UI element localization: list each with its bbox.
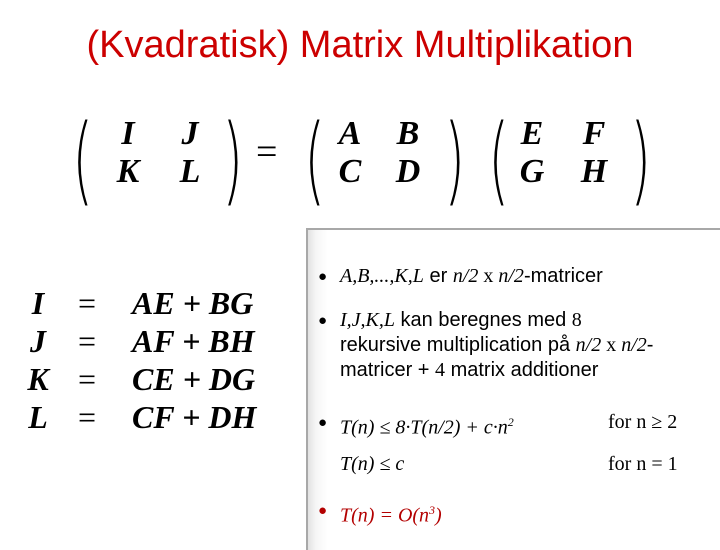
matrix-cell: B bbox=[396, 115, 420, 152]
equation-lhs: K bbox=[27, 361, 49, 397]
bullet-dot: ● bbox=[318, 414, 328, 431]
equation-equals: = bbox=[78, 399, 97, 435]
matrix-cell: D bbox=[395, 153, 421, 190]
matrix-cell: H bbox=[580, 153, 608, 190]
slide-title: (Kvadratisk) Matrix Multiplikation bbox=[86, 24, 634, 66]
equation-rhs: AE + BG bbox=[132, 285, 254, 321]
matrix-cell: F bbox=[582, 115, 606, 152]
equation-equals: = bbox=[78, 361, 97, 397]
matrix-cell: E bbox=[520, 115, 544, 152]
left-paren: ( bbox=[488, 104, 510, 216]
bullet-dot: ● bbox=[318, 268, 328, 285]
bullet-dot: ● bbox=[318, 312, 328, 329]
matrix-cell: K bbox=[116, 153, 140, 190]
recurrence-line-2: T(n) ≤ c bbox=[340, 453, 405, 475]
equation-lhs: J bbox=[30, 323, 46, 359]
right-paren: ) bbox=[444, 104, 466, 216]
bullet-2-line-3: matricer + 4 matrix additioner bbox=[340, 359, 599, 381]
recurrence-condition-1: for n ≥ 2 bbox=[608, 411, 678, 433]
equals-sign: = bbox=[256, 131, 278, 173]
equation-lhs: I bbox=[31, 285, 45, 321]
bullet-box bbox=[306, 228, 720, 550]
equation-equals: = bbox=[78, 285, 97, 321]
left-paren: ( bbox=[304, 104, 326, 216]
matrix-cell: G bbox=[519, 153, 545, 190]
equation-rhs: CF + DH bbox=[132, 399, 257, 435]
equation-rhs: CE + DG bbox=[132, 361, 256, 397]
right-paren: ) bbox=[222, 104, 244, 216]
right-paren: ) bbox=[630, 104, 652, 216]
matrix-cell: C bbox=[338, 153, 362, 190]
matrix-cell: A bbox=[338, 115, 362, 152]
matrix-cell: L bbox=[179, 153, 201, 190]
matrix-cell: J bbox=[181, 115, 199, 152]
conclusion: $T(n) = O(n^3)$ bbox=[340, 503, 442, 527]
left-paren: ( bbox=[72, 104, 94, 216]
bullet-2: I,J,K,L kan beregnes med 8 bbox=[340, 309, 582, 331]
equation-rhs: AF + BH bbox=[132, 323, 255, 359]
recurrence-condition-2: for n = 1 bbox=[608, 453, 678, 475]
equation-equals: = bbox=[78, 323, 97, 359]
bullet-1: A,B,...,K,L er n/2 x n/2-matricer bbox=[340, 265, 603, 287]
recurrence-line-1: $T(n) \le 8\cdot T(n/2) + c\cdot n^2$ bbox=[340, 415, 514, 439]
matrix-cell: I bbox=[121, 115, 135, 152]
equation-lhs: L bbox=[28, 399, 48, 435]
bullet-dot: ● bbox=[318, 502, 328, 519]
bullet-2-line-2: rekursive multiplication på n/2 x n/2- bbox=[340, 334, 654, 356]
